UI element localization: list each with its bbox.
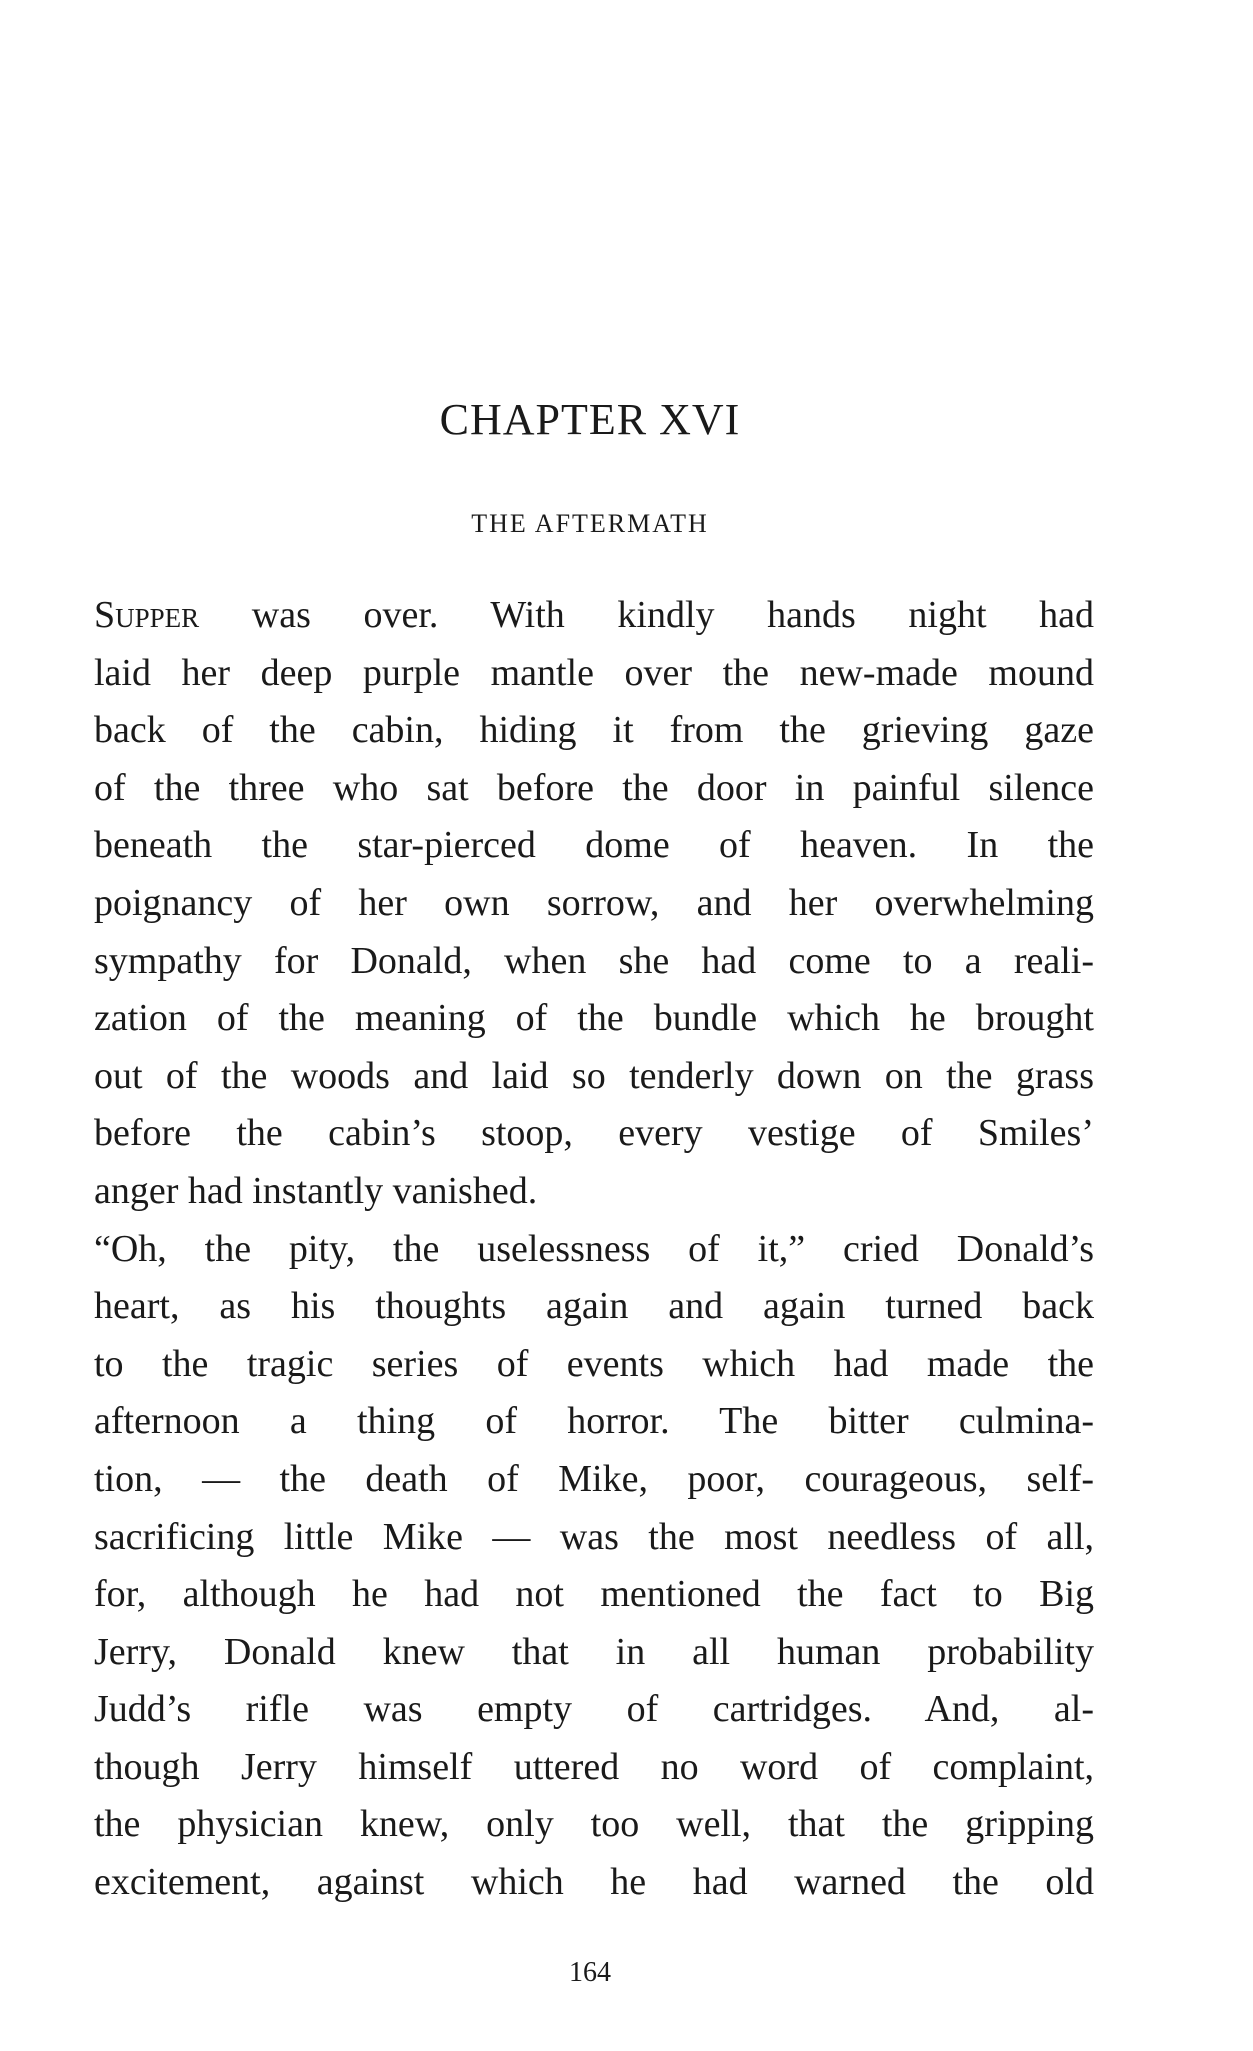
text-line-15: afternoon a thing of horror. The bitter culmina- xyxy=(94,1400,1094,1443)
text-line-3: back of the cabin, hiding it from the grieving gaze xyxy=(94,709,1094,752)
text-line-16: tion, — the death of Mike, poor, courageous, self- xyxy=(94,1457,1094,1500)
chapter-subtitle: THE AFTERMATH xyxy=(471,509,709,538)
text-line-11: anger had instantly vanished. xyxy=(94,1169,538,1212)
lead-word: Supper xyxy=(94,594,200,636)
text-line-2: laid her deep purple mantle over the new-made mound xyxy=(94,651,1094,694)
text-line-13: heart, as his thoughts again and again turned back xyxy=(94,1285,1094,1328)
text-line-21: though Jerry himself uttered no word of complaint, xyxy=(94,1745,1094,1788)
text-line-17: sacrificing little Mike — was the most needless of all, xyxy=(94,1515,1094,1558)
text-line-23: excitement, against which he had warned the old xyxy=(94,1861,1094,1904)
text-line-14: to the tragic series of events which had made the xyxy=(94,1342,1094,1385)
text-line-19: Jerry, Donald knew that in all human probability xyxy=(94,1630,1094,1673)
text-line-20: Judd’s rifle was empty of cartridges. And, al- xyxy=(94,1688,1094,1731)
text-line-1 xyxy=(94,587,1094,645)
text-line-5: beneath the star-pierced dome of heaven. In the xyxy=(94,824,1094,867)
text-line-10: before the cabin’s stoop, every vestige of Smiles’ xyxy=(94,1112,1094,1155)
text-line-22: the physician knew, only too well, that the gripping xyxy=(94,1803,1094,1846)
text-line-4: of the three who sat before the door in painful silence xyxy=(94,766,1094,809)
chapter-title: CHAPTER XVI xyxy=(439,395,741,444)
text-line-8: zation of the meaning of the bundle which he brought xyxy=(94,997,1094,1040)
text-line-6: poignancy of her own sorrow, and her overwhelming xyxy=(94,881,1094,924)
text-line-18: for, although he had not mentioned the fact to Big xyxy=(94,1573,1094,1616)
text-line-9: out of the woods and laid so tenderly down on the grass xyxy=(94,1054,1094,1097)
text-line-12: “Oh, the pity, the uselessness of it,” cried Donald’s xyxy=(94,1227,1094,1270)
text-line-7: sympathy for Donald, when she had come to a reali- xyxy=(94,939,1094,982)
body-text xyxy=(94,587,1094,1912)
page-number: 164 xyxy=(569,1957,611,1988)
text-line-1-rest: was over. With kindly hands night had xyxy=(199,594,1094,636)
